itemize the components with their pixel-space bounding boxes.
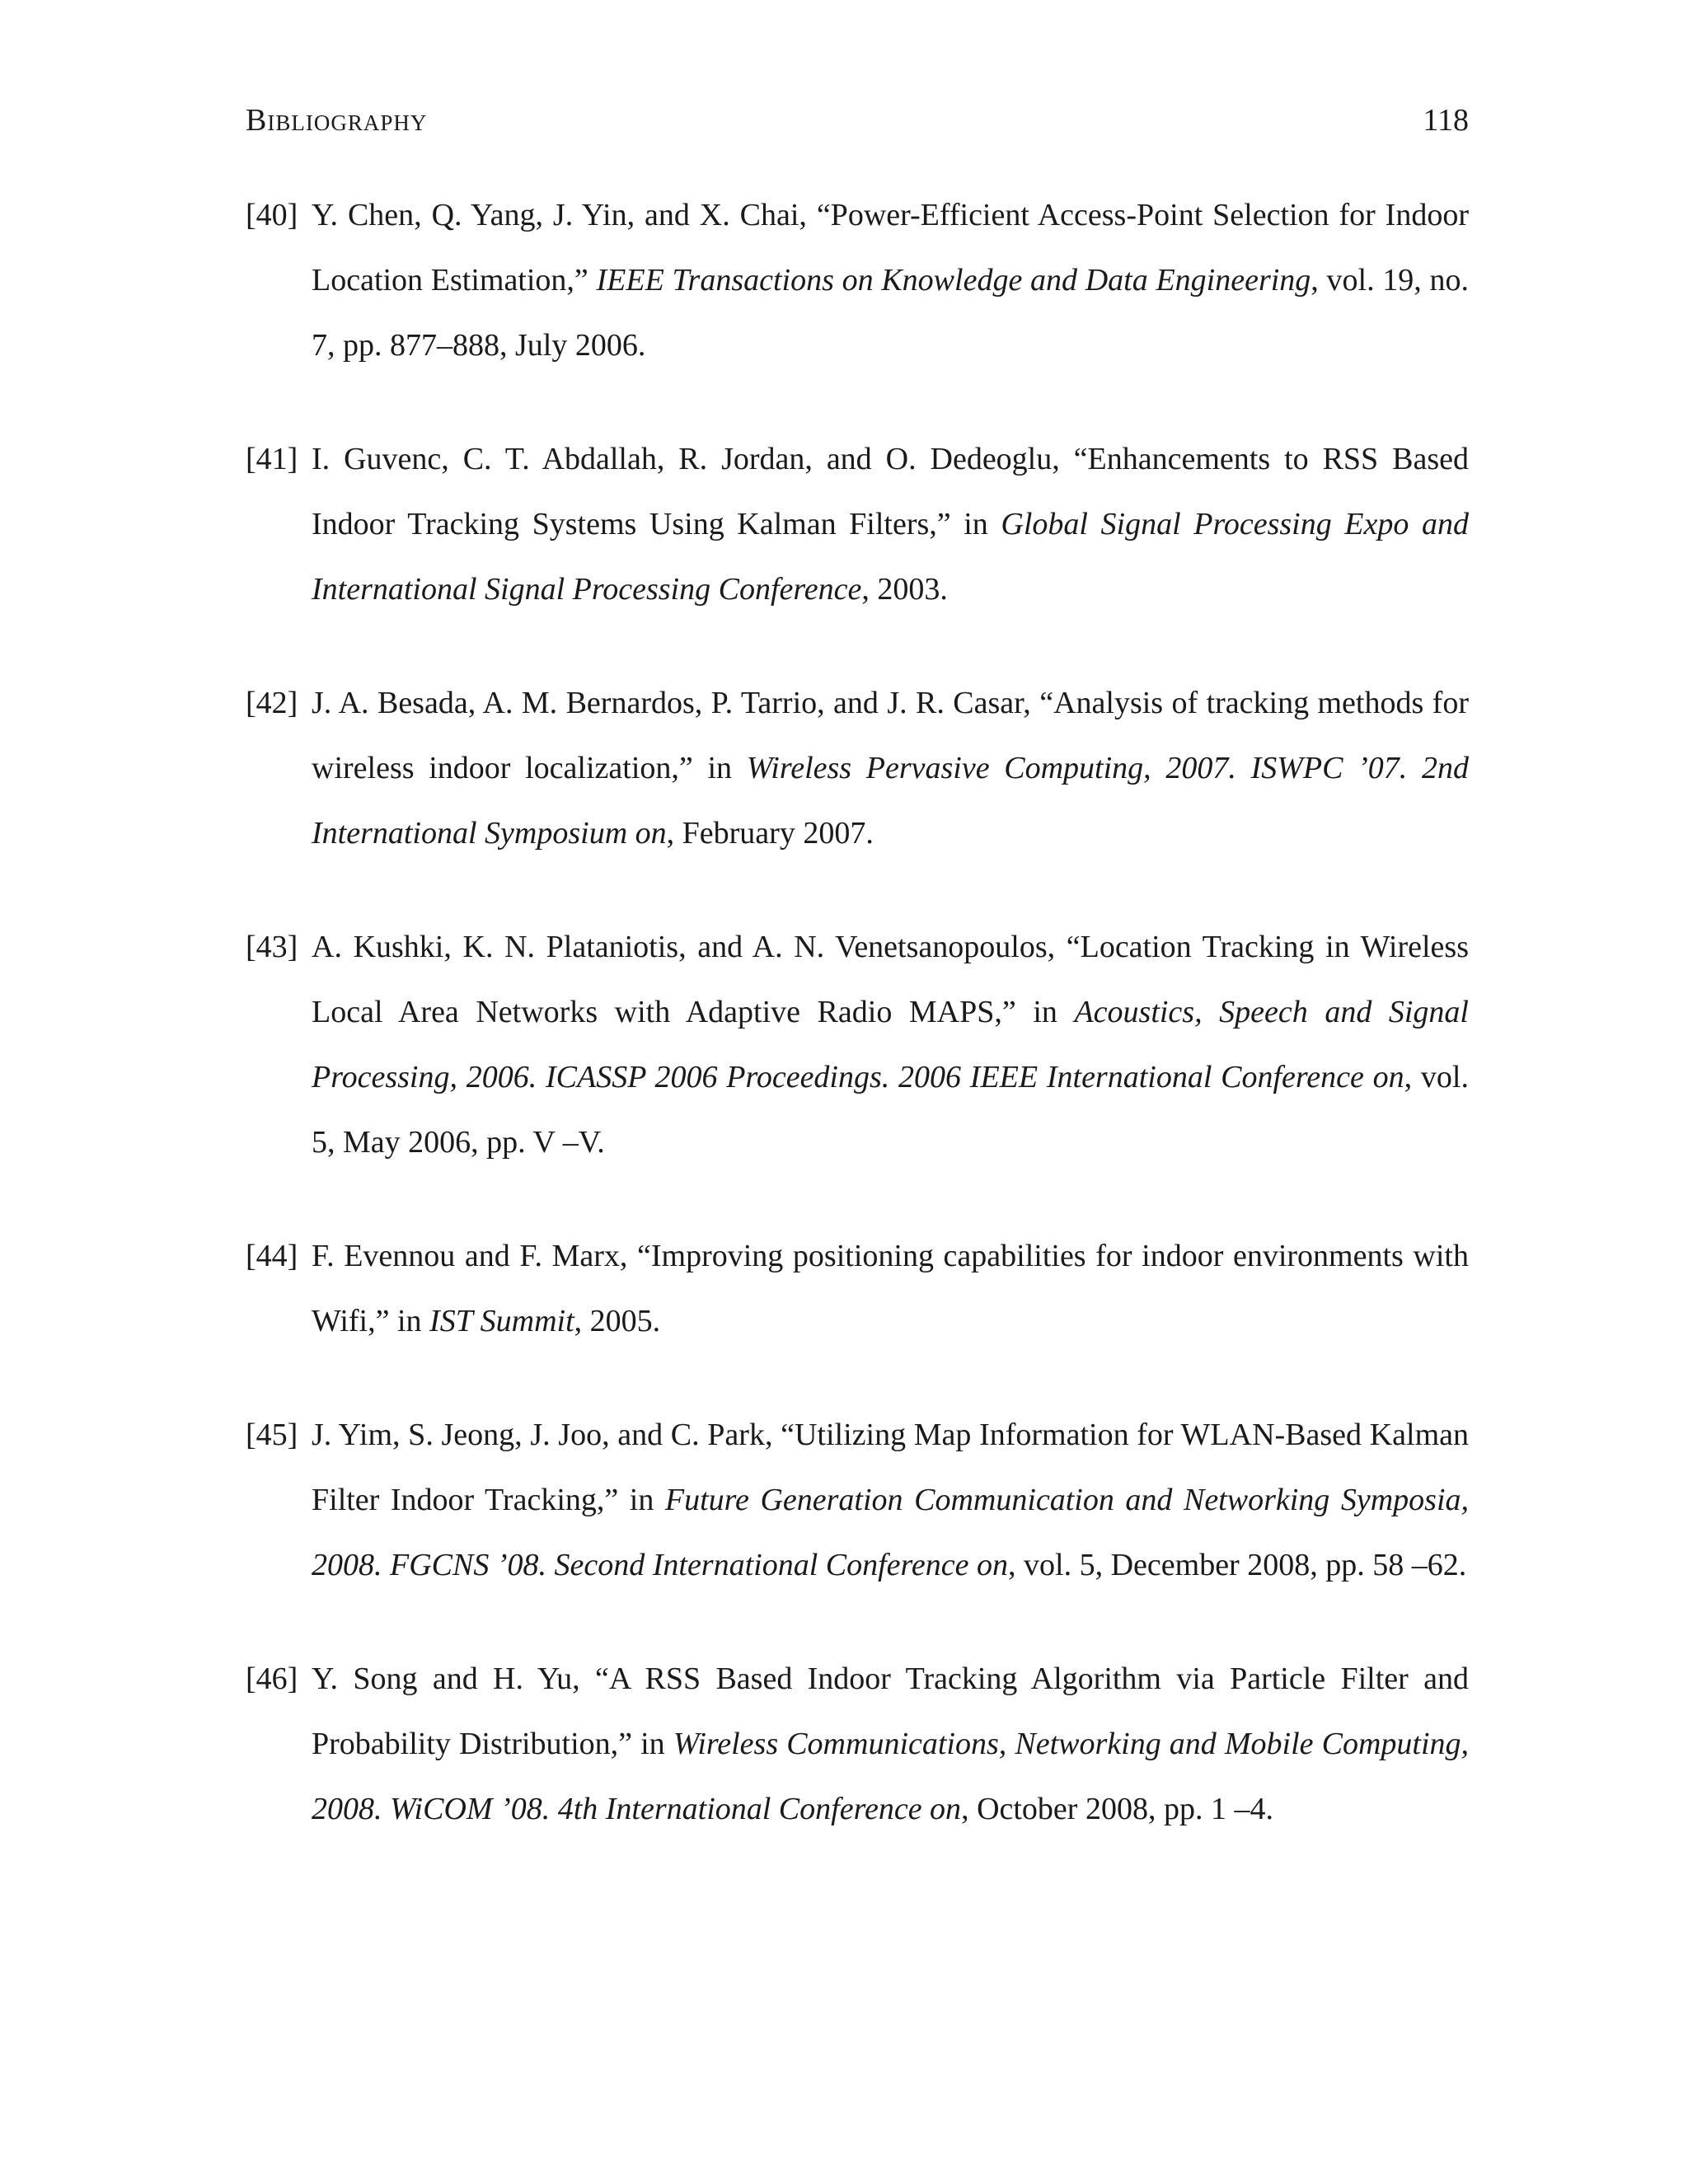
reference-text: Y. Song and H. Yu, “A RSS Based Indoor Tracking Algorithm via Particle Filter and Probability Distribution,” in	[312, 1661, 1469, 1761]
reference-details: , vol. 5, May 2006, pp. V –V.	[312, 1060, 1469, 1160]
reference-details: , 2003.	[861, 572, 948, 607]
reference-number: [46]	[246, 1661, 298, 1696]
reference-venue: IEEE Transactions on Knowledge and Data Engineering	[596, 263, 1311, 298]
reference-number: [42]	[246, 686, 298, 720]
reference-text: F. Evennou and F. Marx, “Improving positioning capabilities for indoor environments with Wifi,” in	[312, 1239, 1469, 1338]
reference-number: [40]	[246, 198, 298, 232]
reference-list	[246, 183, 1469, 1842]
reference-details: , vol. 5, December 2008, pp. 58 –62.	[1008, 1548, 1467, 1582]
reference-venue: Wireless Communications, Networking and Mobile Computing, 2008. WiCOM ’08. 4th International Conference on	[312, 1727, 1469, 1826]
page	[246, 99, 1469, 1891]
reference-venue: Global Signal Processing Expo and International Signal Processing Conference	[312, 507, 1469, 607]
reference-item	[246, 671, 1469, 866]
reference-item	[246, 183, 1469, 378]
reference-text: J. Yim, S. Jeong, J. Joo, and C. Park, “Utilizing Map Information for WLAN-Based Kalman Filter Indoor Tracking,” in	[312, 1418, 1469, 1517]
reference-item	[246, 915, 1469, 1175]
reference-details: , 2005.	[574, 1304, 661, 1338]
reference-number: [43]	[246, 930, 298, 964]
reference-venue: Future Generation Communication and Networking Symposia, 2008. FGCNS ’08. Second International Conference on	[312, 1483, 1470, 1582]
reference-item	[246, 1224, 1469, 1354]
reference-number: [45]	[246, 1418, 298, 1452]
reference-text: J. A. Besada, A. M. Bernardos, P. Tarrio, and J. R. Casar, “Analysis of tracking methods for wireless indoor localization,” in	[312, 686, 1469, 785]
reference-text: I. Guvenc, C. T. Abdallah, R. Jordan, and O. Dedeoglu, “Enhancements to RSS Based Indoor Tracking Systems Using Kalman Filters,” in	[312, 442, 1469, 541]
page-number: 118	[1423, 103, 1469, 138]
reference-text: A. Kushki, K. N. Plataniotis, and A. N. Venetsanopoulos, “Location Tracking in Wireless Local Area Networks with Adaptive Radio MAPS,” in	[312, 930, 1469, 1029]
running-header	[246, 99, 1469, 142]
reference-item	[246, 1403, 1469, 1598]
reference-number: [41]	[246, 442, 298, 476]
reference-item	[246, 427, 1469, 622]
reference-details: , February 2007.	[666, 816, 874, 851]
reference-item	[246, 1647, 1469, 1842]
reference-text: Y. Chen, Q. Yang, J. Yin, and X. Chai, “Power-Efficient Access-Point Selection for Indoor Location Estimation,”	[312, 198, 1469, 298]
reference-details: , vol. 19, no. 7, pp. 877–888, July 2006.	[312, 263, 1469, 363]
reference-venue: IST Summit	[429, 1304, 574, 1338]
section-title: Bibliography	[246, 103, 428, 138]
reference-details: , October 2008, pp. 1 –4.	[961, 1792, 1273, 1826]
reference-number: [44]	[246, 1239, 298, 1273]
reference-venue: Acoustics, Speech and Signal Processing, 2006. ICASSP 2006 Proceedings. 2006 IEEE International Conference on	[312, 995, 1469, 1094]
reference-venue: Wireless Pervasive Computing, 2007. ISWPC ’07. 2nd International Symposium on	[312, 751, 1469, 851]
